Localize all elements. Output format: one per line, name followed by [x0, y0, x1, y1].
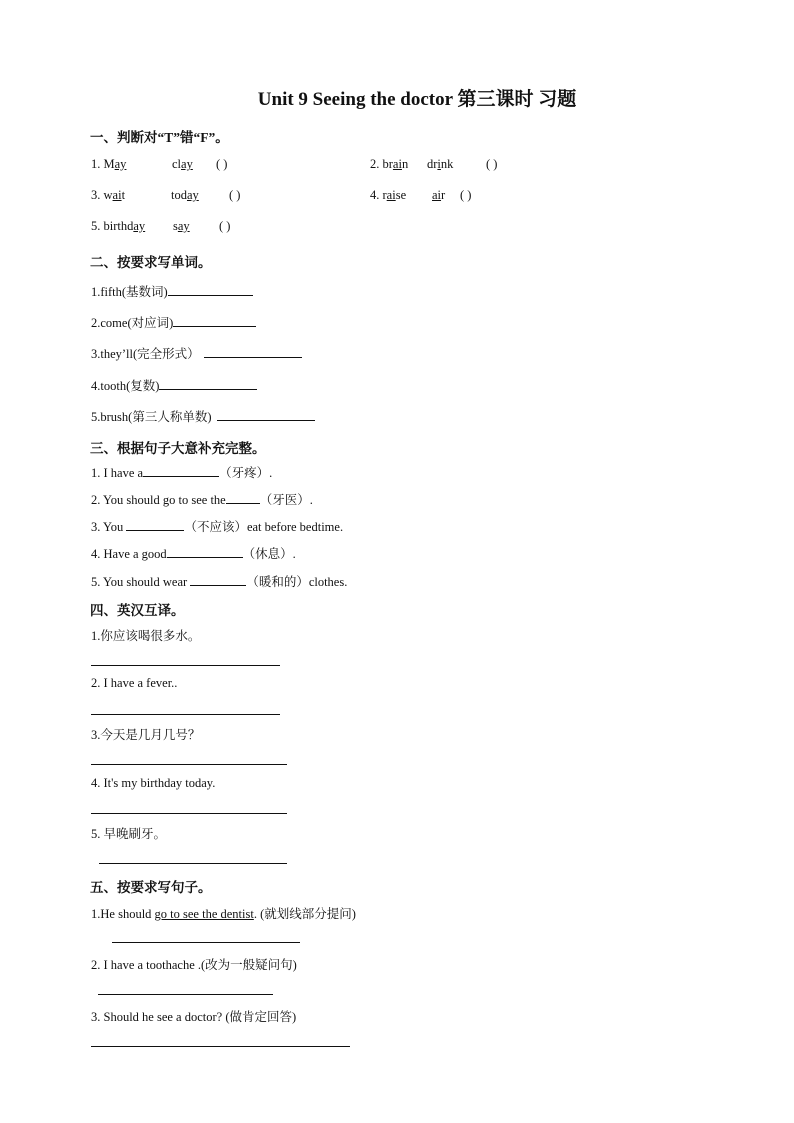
- s3-item-4: 4. Have a good （休息）.: [91, 547, 296, 561]
- section-1-heading: 一、判断对“T”错“F”。: [90, 130, 229, 145]
- s4-item-5: 5. 早晚刷牙。: [91, 827, 167, 841]
- answer-blank[interactable]: [173, 314, 256, 327]
- answer-line[interactable]: [91, 1046, 350, 1047]
- s1-item-1-answer[interactable]: ( ): [216, 157, 228, 171]
- answer-line[interactable]: [91, 665, 280, 666]
- s1-item-2-answer[interactable]: ( ): [486, 157, 498, 171]
- s3-item-1: 1. I have a （牙疼）.: [91, 466, 273, 480]
- s1-item-1-word2: clay: [172, 157, 193, 171]
- s2-item-5: 5.brush(第三人称单数): [91, 407, 315, 425]
- section-2-heading: 二、按要求写单词。: [90, 255, 212, 270]
- s1-item-1: 1. May: [91, 157, 127, 171]
- s1-item-5: 5. birthday: [91, 219, 146, 233]
- answer-blank[interactable]: [190, 573, 246, 586]
- s3-item-3: 3. You （不应该）eat before bedtime.: [91, 520, 344, 534]
- section-5-heading: 五、按要求写句子。: [90, 880, 212, 895]
- s1-item-3-answer[interactable]: ( ): [229, 188, 241, 202]
- s1-item-4-answer[interactable]: ( ): [460, 188, 472, 202]
- answer-line[interactable]: [91, 714, 280, 715]
- s4-item-4: 4. It's my birthday today.: [91, 776, 216, 790]
- answer-line[interactable]: [98, 994, 273, 995]
- s3-item-5: 5. You should wear （暖和的）clothes.: [91, 575, 348, 589]
- answer-blank[interactable]: [204, 345, 302, 358]
- section-4-heading: 四、英汉互译。: [90, 603, 185, 618]
- answer-blank[interactable]: [217, 408, 315, 421]
- s1-item-2-word2: drink: [427, 157, 454, 171]
- answer-line[interactable]: [91, 764, 287, 765]
- answer-blank[interactable]: [167, 545, 243, 558]
- s5-item-2: 2. I have a toothache .(改为一般疑问句): [91, 958, 297, 972]
- answer-line[interactable]: [112, 942, 300, 943]
- s2-item-3: 3.they’ll(完全形式）: [91, 344, 302, 362]
- answer-blank[interactable]: [159, 377, 257, 390]
- s5-item-3: 3. Should he see a doctor? (做肯定回答): [91, 1010, 297, 1024]
- s3-item-2: 2. You should go to see the （牙医）.: [91, 493, 313, 507]
- s2-item-4: 4.tooth(复数): [91, 376, 257, 394]
- s2-item-2: 2.come(对应词): [91, 313, 256, 331]
- answer-blank[interactable]: [126, 518, 184, 531]
- s1-item-3: 3. wait: [91, 188, 126, 202]
- s1-item-4-word2: air: [432, 188, 446, 202]
- page-title: Unit 9 Seeing the doctor 第三课时 习题: [257, 89, 577, 110]
- answer-blank[interactable]: [168, 283, 253, 296]
- s1-item-2: 2. brain: [370, 157, 409, 171]
- answer-line[interactable]: [91, 813, 287, 814]
- s4-item-3: 3.今天是几月几号？: [91, 728, 201, 742]
- s1-item-3-word2: today: [171, 188, 199, 202]
- s2-item-1: 1.fifth(基数词): [91, 282, 253, 300]
- s1-item-5-answer[interactable]: ( ): [219, 219, 231, 233]
- answer-blank[interactable]: [143, 464, 219, 477]
- answer-blank[interactable]: [226, 491, 260, 504]
- s5-item-1: 1.He should go to see the dentist. (就划线部分提问): [91, 907, 356, 921]
- s1-item-4: 4. raise: [370, 188, 407, 202]
- s4-item-1: 1.你应该喝很多水。: [91, 629, 201, 643]
- answer-line[interactable]: [99, 863, 287, 864]
- s1-item-5-word2: say: [173, 219, 190, 233]
- s4-item-2: 2. I have a fever..: [91, 676, 178, 690]
- section-3-heading: 三、根据句子大意补充完整。: [90, 441, 266, 456]
